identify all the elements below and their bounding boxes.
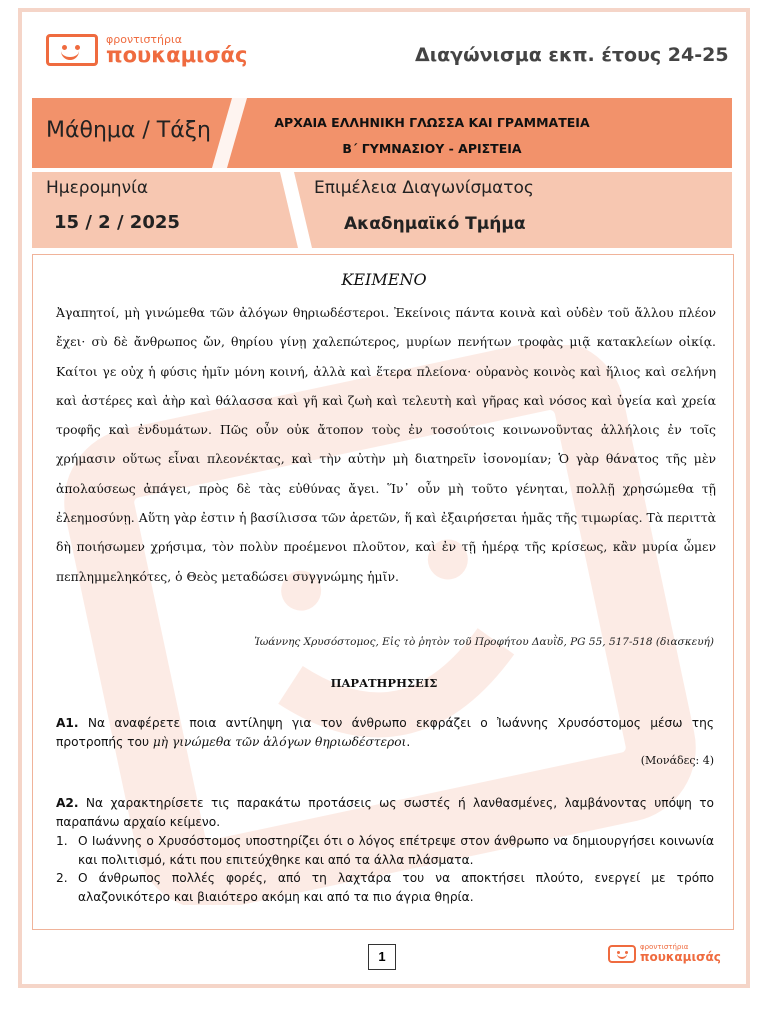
notes-title: ΠΑΡΑΤΗΡΗΣΕΙΣ — [330, 676, 438, 690]
subject-title: ΑΡΧΑΙΑ ΕΛΛΗΝΙΚΗ ΓΛΩΣΣΑ ΚΑΙ ΓΡΑΜΜΑΤΕΙΑ — [274, 115, 590, 130]
editor-value: Ακαδημαϊκό Τμήμα — [344, 214, 526, 234]
question-a1: Α1. Να αναφέρετε ποια αντίληψη για τον άνθρωπο εκφράζει ο Ἰωάννης Χρυσόστομος μέσω της προτροπής του μὴ γινώμεθα τῶν ἀλόγων θηριωδέστεροι. — [56, 716, 714, 749]
smiley-logo-icon — [46, 34, 98, 66]
subject-label: Μάθημα / Τάξη — [46, 118, 211, 143]
question-a1-quote: μὴ γινώμεθα τῶν ἀλόγων θηριωδέστεροι — [152, 734, 407, 749]
ancient-text-body: Ἀγαπητοί, μὴ γινώμεθα τῶν ἀλόγων θηριωδέστεροι. Ἐκείνοις πάντα κοινὰ καὶ οὐδὲν τοῦ ἄλλου πλέον ἔχει· σὺ δὲ ἄνθρωπος ὤν, θηρίου γίνῃ χαλεπώτερος, μυρίων πενήτων τροφὰς μιᾷ κατακλείων οἰκίᾳ. Καίτοι γε οὐχ ἡ φύσις ἡμῖν μόνη κοινή, ἀλλὰ καὶ ἕτερα πλείονα· οὐρανὸς κοινὸς καὶ ἥλιος καὶ σελήνη καὶ ἀστέρες καὶ ἀὴρ καὶ θάλασσα καὶ γῆ καὶ ζωὴ καὶ τελευτὴ καὶ γῆρας καὶ νόσος καὶ ὑγεία καὶ χρεία τροφῆς καὶ ἐνδυμάτων. Πῶς οὖν οὐκ ἄτοπον τοὺς ἐν τοσούτοις κοινωνοῦντας ἀλλήλοις ἐν τοῖς χρήμασιν οὕτως εἶναι πλεονέκτας, καὶ τὴν αὐτὴν μὴ διατηρεῖν ἰσονομίαν; Ὁ γὰρ θάνατος τῆς μὲν ἀπολαύσεως ἀπάγει, πρὸς δὲ τὰς εὐθύνας ἄγει. Ἵν᾽ οὖν μὴ τοῦτο γένηται, πολλῇ χρησώμεθα τῇ ἐλεημοσύνῃ. Αὕτη γὰρ ἐστιν ἡ βασίλισσα τῶν ἀρετῶν, ἥ καὶ ἐξαιρήσεται ἡμᾶς τῆς τιμωρίας. Τὰ περιττὰ δὴ ποιήσωμεν χρήσιμα, τὸν πολὺν προέμενοι πλοῦτον, καὶ ἐν τῇ ἡμέρᾳ τῆς κρίσεως, κἂν μυρία ὦμεν πεπλημμεληκότες, ὁ Θεὸς μεταδώσει συγγνώμης ἡμῖν. — [56, 305, 716, 584]
footer-smiley-logo-icon — [608, 945, 636, 963]
info-band — [32, 172, 732, 248]
class-title: Β΄ ΓΥΜΝΑΣΙΟΥ - ΑΡΙΣΤΕΙΑ — [342, 141, 522, 156]
date-label: Ημερομηνία — [46, 178, 149, 198]
footer-logo-tagline: φροντιστήρια — [640, 943, 689, 951]
question-a2 — [56, 794, 714, 831]
editor-label: Επιμέλεια Διαγωνίσματος — [314, 178, 534, 198]
date-value: 15 / 2 / 2025 — [54, 212, 180, 233]
question-a1-marks: (Μονάδες: 4) — [640, 754, 714, 767]
question-a2-list — [56, 832, 714, 906]
logo-tagline: φροντιστήρια — [106, 33, 182, 46]
question-a1-text: Να αναφέρετε ποια αντίληψη για τον άνθρωπο εκφράζει ο Ἰωάννης Χρυσόστομος μέσω της προτροπής του — [56, 716, 714, 749]
list-item: 2. Ο άνθρωπος πολλές φορές, από τη λαχτάρα του να αποκτήσει πλούτο, ενεργεί με τρόπο αλαζονικότερο και βιαιότερο ακόμη και από τα πιο άγρια θηρία. — [56, 871, 714, 904]
question-a1-label: Α1. — [56, 716, 79, 730]
page-number: 1 — [368, 944, 396, 970]
question-a2-text: Να χαρακτηρίσετε τις παρακάτω προτάσεις ως σωστές ή λανθασμένες, λαμβάνοντας υπόψη το παραπάνω αρχαίο κείμενο. — [56, 796, 714, 829]
brand-logo — [46, 34, 247, 66]
list-item: 1. Ο Ιωάννης ο Χρυσόστομος υποστηρίζει ότι ο λόγος επέτρεψε στον άνθρωπο να δημιουργήσει κοινωνία και πολιτισμό, κάτι που επιτεύχθηκε και από τα άλλα πλάσματα. — [56, 834, 714, 867]
subject-band — [32, 98, 732, 168]
footer-logo — [608, 944, 721, 963]
exam-title: Διαγώνισμα εκπ. έτους 24-25 — [415, 44, 729, 66]
text-section-title: ΚΕΙΜΕΝΟ — [341, 270, 427, 289]
text-source-citation: Ἰωάννης Χρυσόστομος, Εἰς τὸ ῥητὸν τοῦ Προφήτου Δαυῒδ, PG 55, 517-518 (διασκευή) — [254, 636, 714, 648]
footer-logo-name: πουκαμισάς — [640, 950, 721, 964]
logo-name: πουκαμισάς — [106, 43, 248, 67]
question-a2-label: Α2. — [56, 796, 79, 810]
